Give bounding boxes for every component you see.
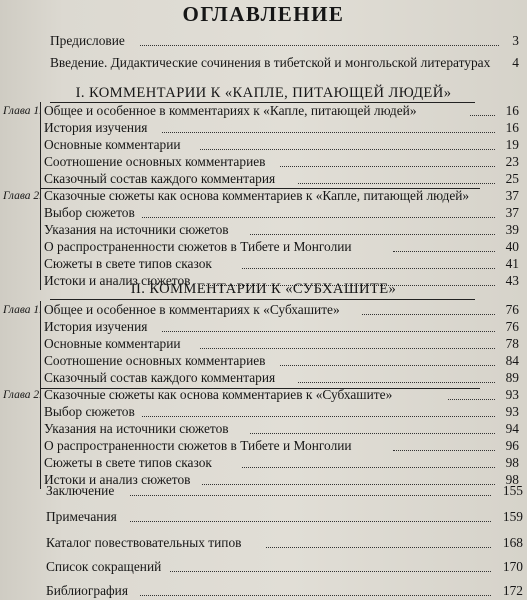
toc-entry	[0, 403, 527, 421]
section-rule	[50, 299, 475, 300]
entry-page: 41	[505, 256, 519, 271]
entry-title: Соотношение основных комментариев	[40, 153, 266, 171]
chapter-row	[0, 102, 527, 120]
entry-page: 98	[505, 472, 519, 487]
chapter-label: Глава 2.	[3, 389, 42, 401]
entry-title: Сказочный состав каждого комментария	[40, 170, 275, 188]
entry-title: Сказочный состав каждого комментария	[40, 369, 275, 387]
entry-page: 19	[505, 137, 519, 152]
leader-dots	[298, 183, 495, 184]
entry-page: 3	[512, 33, 519, 48]
chapter-title: Сказочные сюжеты как основа комментариев к «Субхашите»	[40, 386, 392, 404]
entry-page: 170	[502, 559, 523, 574]
toc-entry	[0, 318, 527, 336]
toc-entry	[0, 221, 527, 239]
entry-page: 172	[502, 583, 523, 598]
entry-page: 23	[505, 154, 519, 169]
leader-dots	[393, 251, 495, 252]
toc-entry	[0, 119, 527, 137]
entry-title: Каталог повествовательных типов	[46, 535, 242, 550]
chapter-title: Общее и особенное в комментариях к «Субхашите»	[40, 301, 340, 319]
entry-page: 159	[502, 509, 523, 524]
leader-dots	[266, 547, 491, 548]
entry-title: Основные комментарии	[40, 335, 181, 353]
entry-title: Выбор сюжетов	[40, 403, 135, 421]
section-heading-2: II. КОММЕНТАРИИ К «СУБХАШИТЕ»	[130, 281, 397, 297]
entry-page: 98	[505, 455, 519, 470]
toc-entry	[0, 352, 527, 370]
leader-dots	[393, 450, 495, 451]
leader-dots	[140, 45, 499, 46]
chapter-row	[0, 187, 527, 205]
chapter-title: Общее и особенное в комментариях к «Капле, питающей людей»	[40, 102, 417, 120]
entry-title: Соотношение основных комментариев	[40, 352, 266, 370]
toc-entry-notes	[0, 508, 527, 526]
leader-dots	[162, 132, 495, 133]
entry-title: Указания на источники сюжетов	[40, 420, 229, 438]
leader-dots	[142, 416, 495, 417]
entry-page: 93	[505, 387, 519, 402]
entry-page: 78	[505, 336, 519, 351]
leader-dots	[140, 595, 491, 596]
entry-title: Введение. Дидактические сочинения в тибетской и монгольской литературах	[50, 55, 491, 70]
toc-entry-catalog	[0, 534, 527, 552]
leader-dots	[130, 521, 491, 522]
entry-title: Указания на источники сюжетов	[40, 221, 229, 239]
leader-dots	[242, 467, 495, 468]
section-heading-1: I. КОММЕНТАРИИ К «КАПЛЕ, ПИТАЮЩЕЙ ЛЮДЕЙ»	[75, 85, 452, 101]
chapter-row	[0, 301, 527, 319]
leader-dots	[200, 149, 495, 150]
entry-page: 93	[505, 404, 519, 419]
toc-entry	[0, 454, 527, 472]
leader-dots	[280, 166, 495, 167]
entry-page: 89	[505, 370, 519, 385]
entry-page: 76	[505, 302, 519, 317]
entry-title: Примечания	[46, 509, 117, 524]
entry-page: 16	[505, 103, 519, 118]
entry-title: О распространенности сюжетов в Тибете и Монголии	[40, 238, 352, 256]
entry-page: 37	[505, 205, 519, 220]
entry-page: 84	[505, 353, 519, 368]
toc-entry	[0, 204, 527, 222]
toc-entry	[0, 170, 527, 188]
entry-title: Библиография	[46, 583, 129, 598]
chapter-label: Глава 1.	[3, 105, 42, 117]
entry-title: История изучения	[40, 318, 147, 336]
toc-entry	[0, 420, 527, 438]
leader-dots	[200, 348, 495, 349]
chapter-label: Глава 1.	[3, 304, 42, 316]
leader-dots	[142, 217, 495, 218]
chapter-label: Глава 2.	[3, 190, 42, 202]
entry-page: 76	[505, 319, 519, 334]
leader-dots	[470, 115, 495, 116]
toc-entry-bibliography	[0, 582, 527, 600]
toc-entry	[0, 335, 527, 353]
entry-title: Сюжеты в свете типов сказок	[40, 255, 212, 273]
leader-dots	[250, 433, 495, 434]
entry-page: 43	[505, 273, 519, 288]
leader-dots	[170, 571, 491, 572]
chapter-title: Сказочные сюжеты как основа комментариев к «Капле, питающей людей»	[40, 187, 469, 205]
entry-title: Основные комментарии	[40, 136, 181, 154]
entry-page: 168	[502, 535, 523, 550]
chapter-row	[0, 386, 527, 404]
entry-title: Заключение	[46, 483, 115, 498]
entry-title: Выбор сюжетов	[40, 204, 135, 222]
entry-page: 16	[505, 120, 519, 135]
toc-entry	[0, 153, 527, 171]
toc-entry-abbreviations	[0, 558, 527, 576]
entry-page: 4	[512, 55, 519, 70]
entry-title: О распространенности сюжетов в Тибете и Монголии	[40, 437, 352, 455]
toc-entry-conclusion	[0, 482, 527, 500]
toc-entry-introduction	[0, 54, 527, 72]
leader-dots	[448, 399, 495, 400]
entry-page: 155	[502, 483, 523, 498]
entry-title: Список сокращений	[46, 559, 162, 574]
entry-title: Сюжеты в свете типов сказок	[40, 454, 212, 472]
entry-page: 25	[505, 171, 519, 186]
entry-title: Истоки и анализ сюжетов	[40, 272, 191, 290]
entry-page: 40	[505, 239, 519, 254]
leader-dots	[162, 331, 495, 332]
toc-entry	[0, 136, 527, 154]
toc-entry-preface	[0, 32, 527, 50]
leader-dots	[130, 495, 491, 496]
toc-entry	[0, 255, 527, 273]
entry-page: 39	[505, 222, 519, 237]
leader-dots	[362, 314, 495, 315]
leader-dots	[280, 365, 495, 366]
entry-title: История изучения	[40, 119, 147, 137]
toc-entry	[0, 369, 527, 387]
entry-page: 37	[505, 188, 519, 203]
leader-dots	[250, 234, 495, 235]
entry-page: 96	[505, 438, 519, 453]
entry-title: Истоки и анализ сюжетов	[40, 471, 191, 489]
leader-dots	[242, 268, 495, 269]
entry-page: 94	[505, 421, 519, 436]
leader-dots	[298, 382, 495, 383]
entry-title: Предисловие	[50, 33, 125, 48]
toc-entry	[0, 437, 527, 455]
toc-entry	[0, 238, 527, 256]
page-title: ОГЛАВЛЕНИЕ	[182, 2, 345, 26]
